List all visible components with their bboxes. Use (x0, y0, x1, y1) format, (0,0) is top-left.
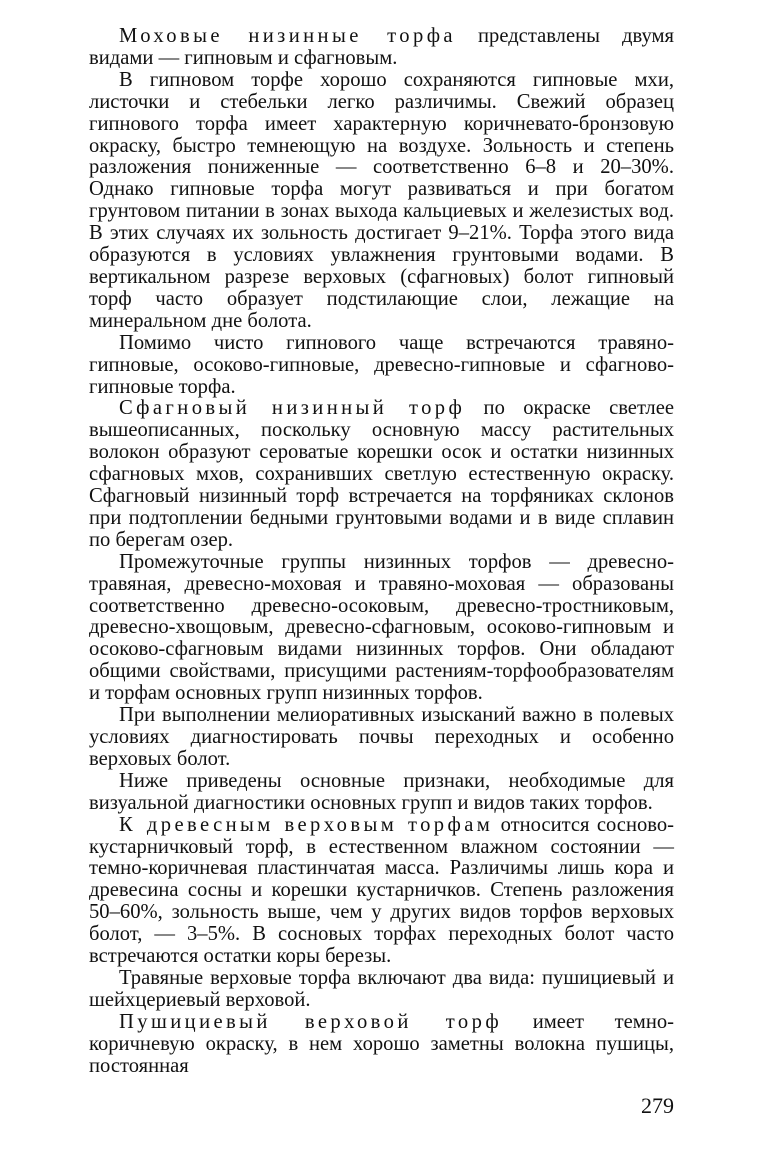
paragraph-9 (89, 968, 674, 1012)
page-body (89, 26, 674, 1078)
paragraph-3 (89, 333, 674, 399)
paragraph-1-lead: Моховые низинные торфа (119, 25, 456, 47)
page-number: 279 (641, 1093, 674, 1118)
paragraph-1-text: представлены двумя видами — гипновым и сфагновым. (89, 25, 674, 69)
paragraph-2 (89, 70, 674, 333)
paragraph-6-text: При выполнении мелиоративных изысканий важно в полевых условиях диагностировать почвы переходных и особенно верховых болот. (89, 704, 674, 770)
paragraph-10-lead: Пушициевый верховой торф (119, 1010, 503, 1033)
paragraph-1 (89, 26, 674, 70)
paragraph-7 (89, 771, 674, 815)
paragraph-6 (89, 705, 674, 771)
paragraph-5 (89, 552, 674, 705)
paragraph-9-text: Травяные верховые торфа включают два вида: пушициевый и шейхцериевый верховой. (89, 966, 674, 1011)
paragraph-7-text: Ниже приведены основные признаки, необходимые для визуальной диагностики основных групп и видов таких торфов. (89, 769, 674, 814)
paragraph-10-text: имеет темно-коричневую окраску, в нем хорошо заметны волокна пушицы, постоянная (89, 1010, 675, 1077)
paragraph-8-text: относится сосново-кустарничковый торф, в естественном влажном состоянии — темно-коричневая пластинчатая масса. Различимы лишь кора и древесина сосны и корешки кустарничков. Степень разложения 50–60%, зольность выше, чем у других видов торфов верховых болот, — 3–5%. В сосновых торфах переходных болот часто встречаются остатки коры березы. (89, 813, 674, 968)
paragraph-4 (89, 398, 674, 551)
paragraph-10 (89, 1012, 674, 1078)
paragraph-4-text: по окраске светлее вышеописанных, поскольку основную массу растительных волокон образуют сероватые корешки осок и остатки низинных сфагновых мхов, сохранивших светлую естественную окраску. Сфагновый низинный торф встречается на торфяниках склонов при подтоплении бедными грунтовыми водами и в виде сплавин по берегам озер. (89, 397, 674, 551)
paragraph-5-text: Промежуточные группы низинных торфов — древесно-травяная, древесно-моховая и травяно-моховая — образованы соответственно древесно-осоковым, древесно-тростниковым, древесно-хвощовым, древесно-сфагновым, осоково-гипновым и осоково-сфагновым видами низинных торфов. Они обладают общими свойствами, присущими растениям-торфообразователям и торфам основных групп низинных торфов. (89, 550, 674, 705)
paragraph-8 (89, 815, 674, 968)
paragraph-2-text: В гипновом торфе хорошо сохраняются гипновые мхи, листочки и стебельки легко различимы. Свежий образец гипнового торфа имеет характерную коричневато-бронзовую окраску, быстро темнеющую на воздухе. Зольность и степень разложения пониженные — соответственно 6–8 и 20–30%. Однако гипновые торфа могут развиваться и при богатом грунтовом питании в зонах выхода кальциевых и железистых вод. В этих случаях их зольность достигает 9–21%. Торфа этого вида образуются в условиях увлажнения грунтовыми водами. В вертикальном разрезе верховых (сфагновых) болот гипновый торф часто образует подстилающие слои, лежащие на минеральном дне болота. (89, 68, 674, 332)
paragraph-4-lead: Сфагновый низинный торф (119, 397, 466, 420)
paragraph-8-lead: К древесным верховым торфам (119, 813, 494, 836)
paragraph-3-text: Помимо чисто гипнового чаще встречаются травяно-гипновые, осоково-гипновые, древесно-гипновые и сфагново-гипновые торфа. (89, 331, 674, 398)
